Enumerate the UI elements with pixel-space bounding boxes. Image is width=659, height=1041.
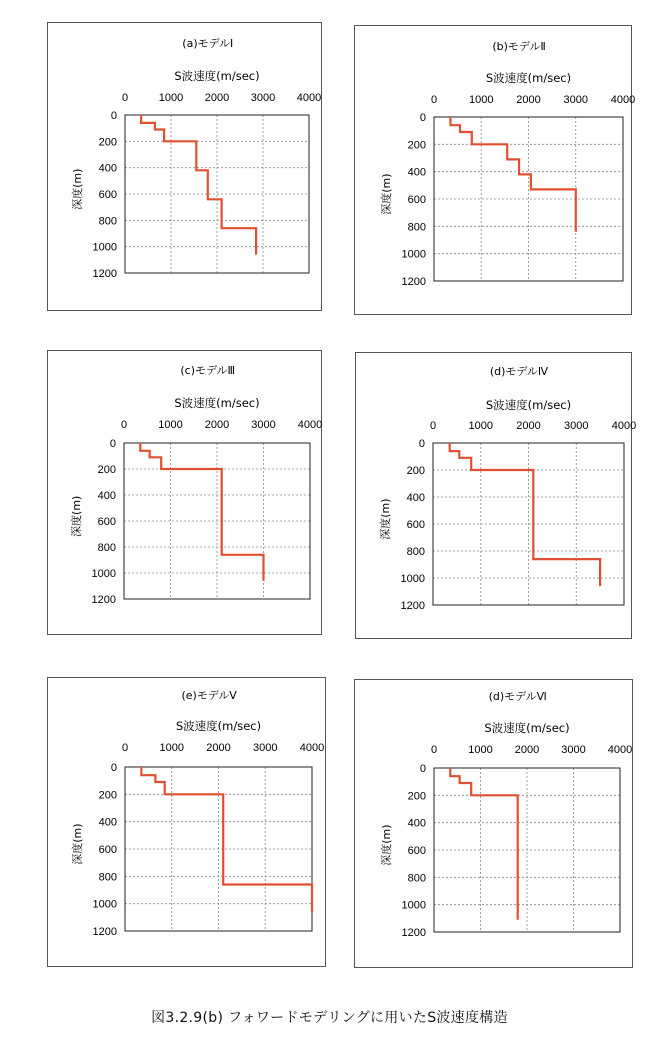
velocity-profile-line <box>141 767 312 912</box>
y-tick-label: 1200 <box>91 594 116 606</box>
x-tick-label: 3000 <box>251 419 276 431</box>
velocity-profile-line <box>450 768 517 920</box>
chart-panel-b <box>354 25 636 315</box>
x-tick-label: 2000 <box>516 94 541 106</box>
x-axis-title: S波速度(m/sec) <box>174 396 260 410</box>
chart-panel-d <box>355 352 637 639</box>
x-tick-label: 4000 <box>299 742 325 754</box>
y-tick-label: 400 <box>98 162 117 175</box>
chart-b <box>355 26 636 316</box>
y-tick-label: 200 <box>407 790 426 803</box>
y-tick-label: 200 <box>406 465 425 477</box>
y-tick-label: 1000 <box>401 248 426 261</box>
x-tick-label: 4000 <box>607 744 633 756</box>
chart-e <box>48 678 327 968</box>
y-tick-label: 0 <box>418 438 425 450</box>
y-tick-label: 800 <box>97 542 116 554</box>
velocity-profile-line <box>451 117 576 232</box>
y-tick-label: 600 <box>98 189 117 201</box>
chart-panel-e <box>47 677 326 967</box>
y-tick-label: 1000 <box>401 899 426 912</box>
x-tick-label: 0 <box>121 92 129 104</box>
x-tick-label: 3000 <box>564 420 589 432</box>
x-tick-label: 1000 <box>469 94 494 106</box>
y-tick-label: 1200 <box>401 276 426 288</box>
x-axis-title: S波速度(m/sec) <box>175 719 262 733</box>
chart-panel-a <box>47 22 322 311</box>
x-tick-label: 1000 <box>159 742 184 754</box>
y-tick-label: 1200 <box>401 927 426 939</box>
chart-title: (b)モデルⅡ <box>492 40 546 53</box>
y-axis-title: 深度(m) <box>379 498 392 540</box>
y-tick-label: 0 <box>419 763 426 775</box>
x-tick-label: 4000 <box>297 419 323 431</box>
y-tick-label: 0 <box>419 112 426 124</box>
x-tick-label: 2000 <box>206 742 231 754</box>
x-tick-label: 4000 <box>610 94 636 106</box>
x-tick-label: 2000 <box>204 92 230 104</box>
x-tick-label: 3000 <box>563 94 588 106</box>
chart-title: (d)モデルⅣ <box>489 365 549 378</box>
y-tick-label: 1000 <box>91 568 116 580</box>
velocity-profile-line <box>141 115 256 255</box>
y-tick-label: 1000 <box>92 898 117 911</box>
x-tick-label: 3000 <box>250 92 276 104</box>
y-tick-label: 1000 <box>400 573 425 585</box>
x-tick-label: 4000 <box>296 92 322 104</box>
chart-d <box>356 353 637 640</box>
y-tick-label: 800 <box>98 871 117 884</box>
y-tick-label: 400 <box>407 166 426 179</box>
y-tick-label: 600 <box>407 194 426 206</box>
y-tick-label: 600 <box>97 516 116 528</box>
y-axis-title: 深度(m) <box>380 824 393 866</box>
chart-f <box>355 680 634 969</box>
y-tick-label: 1000 <box>92 241 117 254</box>
x-axis-title: S波速度(m/sec) <box>485 71 572 85</box>
chart-title: (e)モデルⅤ <box>181 689 237 702</box>
x-tick-label: 1000 <box>158 92 184 104</box>
chart-title: (d)モデルⅥ <box>488 690 547 703</box>
x-tick-label: 0 <box>430 94 438 106</box>
y-axis-title: 深度(m) <box>71 168 84 210</box>
y-tick-label: 200 <box>407 139 426 152</box>
y-axis-title: 深度(m) <box>70 495 83 537</box>
y-tick-label: 800 <box>407 872 426 885</box>
chart-panel-f <box>354 679 633 968</box>
chart-title: (a)モデルⅠ <box>182 37 234 50</box>
y-tick-label: 400 <box>406 492 425 504</box>
y-tick-label: 200 <box>98 789 117 802</box>
chart-a <box>48 23 323 312</box>
velocity-profile-line <box>140 443 263 581</box>
y-tick-label: 600 <box>406 519 425 531</box>
x-tick-label: 0 <box>120 419 128 431</box>
y-tick-label: 200 <box>97 464 116 476</box>
x-tick-label: 0 <box>121 742 129 754</box>
x-tick-label: 2000 <box>514 744 540 756</box>
y-tick-label: 400 <box>97 490 116 502</box>
y-tick-label: 0 <box>110 110 117 122</box>
x-tick-label: 4000 <box>611 420 637 432</box>
x-tick-label: 3000 <box>561 744 586 756</box>
y-tick-label: 200 <box>98 136 117 149</box>
y-tick-label: 400 <box>407 817 426 830</box>
y-tick-label: 400 <box>98 816 117 829</box>
y-tick-label: 600 <box>407 845 426 857</box>
x-tick-label: 2000 <box>204 419 230 431</box>
x-tick-label: 0 <box>429 420 437 432</box>
y-tick-label: 0 <box>110 762 117 774</box>
chart-c <box>48 351 323 636</box>
x-axis-title: S波速度(m/sec) <box>484 721 570 735</box>
chart-panel-c <box>47 350 322 635</box>
y-tick-label: 1200 <box>92 926 117 938</box>
y-tick-label: 800 <box>407 221 426 234</box>
x-tick-label: 1000 <box>158 419 183 431</box>
y-tick-label: 600 <box>98 844 117 856</box>
y-tick-label: 800 <box>98 215 117 228</box>
chart-title: (c)モデルⅢ <box>180 364 236 377</box>
y-axis-title: 深度(m) <box>380 173 393 215</box>
y-tick-label: 1200 <box>400 600 425 612</box>
y-axis-title: 深度(m) <box>71 823 84 865</box>
x-axis-title: S波速度(m/sec) <box>174 69 260 83</box>
x-tick-label: 0 <box>430 744 438 756</box>
x-tick-label: 3000 <box>253 742 278 754</box>
y-tick-label: 1200 <box>92 268 117 280</box>
y-tick-label: 0 <box>109 438 116 450</box>
x-tick-label: 1000 <box>468 744 493 756</box>
figure-caption: 図3.2.9(b) フォワードモデリングに用いたS波速度構造 <box>151 1010 508 1026</box>
x-tick-label: 1000 <box>468 420 493 432</box>
velocity-profile-line <box>450 443 600 586</box>
y-tick-label: 800 <box>406 546 425 558</box>
x-axis-title: S波速度(m/sec) <box>485 398 572 412</box>
x-tick-label: 2000 <box>516 420 541 432</box>
